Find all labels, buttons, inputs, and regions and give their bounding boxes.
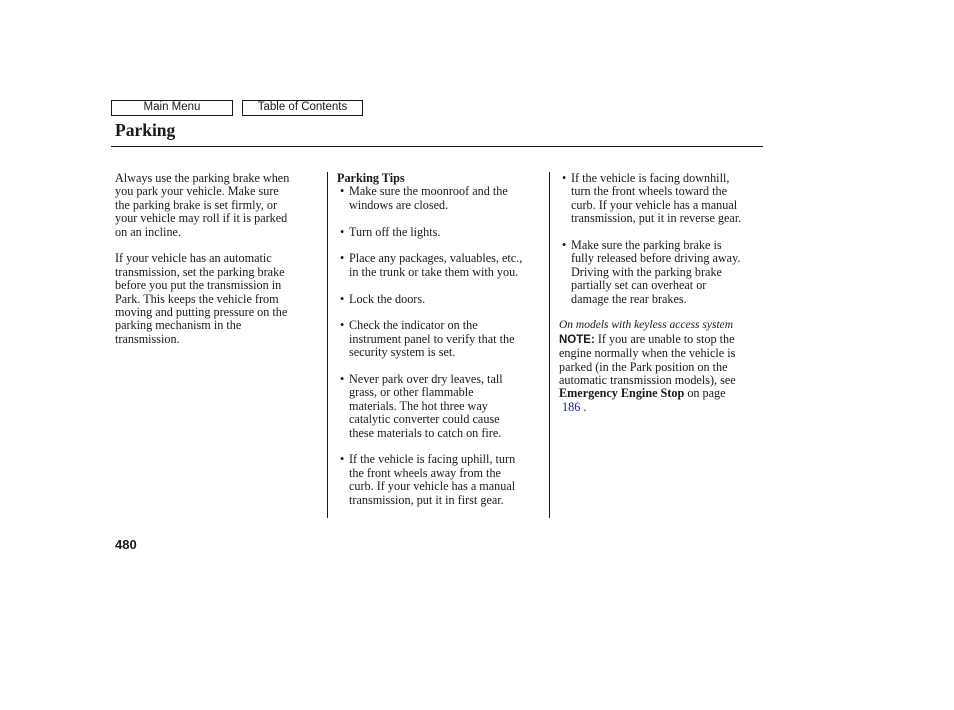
note-label: NOTE: xyxy=(559,333,595,346)
text-line: in the trunk or take them with you. xyxy=(349,264,519,279)
list-item xyxy=(337,373,545,440)
bullet-icon: • xyxy=(562,171,567,185)
bullet-icon: • xyxy=(340,184,345,199)
emergency-engine-stop-ref: Emergency Engine Stop xyxy=(559,386,685,401)
text-line: materials. The hot three way xyxy=(349,398,488,413)
text-line: on page xyxy=(687,386,726,401)
text-line: Park. This keeps the vehicle from xyxy=(115,291,279,306)
bullet-icon: • xyxy=(340,372,345,387)
list-item xyxy=(337,185,545,212)
bullet-icon: • xyxy=(340,224,345,239)
text-line: transmission, put it in reverse gear. xyxy=(571,211,742,226)
text-line: fully released before driving away. xyxy=(571,251,741,266)
keyless-models-note: On models with keyless access system xyxy=(559,319,734,332)
text-line: If the vehicle is facing downhill, xyxy=(571,171,730,185)
text-line: before you put the transmission in xyxy=(115,278,282,293)
text-line: partially set can overheat or xyxy=(571,278,707,293)
bullet-icon: • xyxy=(340,318,345,333)
text-line: Always use the parking brake when xyxy=(115,171,290,185)
column-divider-1 xyxy=(327,172,328,518)
column-3 xyxy=(559,172,769,414)
text-line: If the vehicle is facing uphill, turn xyxy=(349,452,516,467)
period: . xyxy=(583,399,587,414)
text-line: Turn off the lights. xyxy=(349,224,441,239)
text-line: Check the indicator on the xyxy=(349,318,478,333)
note-paragraph xyxy=(559,333,769,414)
text-line: instrument panel to verify that the xyxy=(349,331,515,346)
parking-tips-heading: Parking Tips xyxy=(337,171,405,185)
text-line: security system is set. xyxy=(349,345,456,360)
column-divider-2 xyxy=(549,172,550,518)
main-menu-button[interactable]: Main Menu xyxy=(111,100,233,116)
text-line: these materials to catch on fire. xyxy=(349,425,502,440)
text-line: the front wheels away from the xyxy=(349,465,501,480)
bullet-icon: • xyxy=(340,251,345,266)
text-line: parked (in the Park position on the xyxy=(559,359,728,374)
page-number: 480 xyxy=(115,537,137,552)
column-1 xyxy=(115,172,320,346)
text-line: If you are unable to stop the xyxy=(597,331,735,346)
text-line: Place any packages, valuables, etc., xyxy=(349,251,523,266)
text-line: on an incline. xyxy=(115,224,181,239)
list-item xyxy=(337,453,545,507)
text-line: you park your vehicle. Make sure xyxy=(115,184,279,199)
list-item xyxy=(559,172,769,226)
intro-paragraph xyxy=(115,172,320,239)
text-line: transmission. xyxy=(115,331,180,346)
text-line: damage the rear brakes. xyxy=(571,291,687,306)
text-line: turn the front wheels toward the xyxy=(571,184,728,199)
list-item xyxy=(337,252,545,279)
bullet-icon: • xyxy=(340,452,345,467)
bullet-icon: • xyxy=(340,291,345,306)
list-item xyxy=(337,319,545,359)
text-line: moving and putting pressure on the xyxy=(115,305,288,320)
text-line: transmission, put it in first gear. xyxy=(349,492,504,507)
text-line: grass, or other flammable xyxy=(349,385,474,400)
page-186-link[interactable]: 186 xyxy=(562,399,581,414)
automatic-transmission-paragraph xyxy=(115,252,320,346)
text-line: parking mechanism in the xyxy=(115,318,242,333)
list-item xyxy=(337,226,545,239)
text-line: If your vehicle has an automatic xyxy=(115,251,272,266)
page-title: Parking xyxy=(115,120,176,140)
list-item xyxy=(337,293,545,306)
text-line: curb. If your vehicle has a manual xyxy=(349,479,516,494)
text-line: Make sure the parking brake is xyxy=(571,238,722,253)
bullet-icon: • xyxy=(562,238,567,253)
text-line: engine normally when the vehicle is xyxy=(559,346,736,361)
text-line: automatic transmission models), see xyxy=(559,373,736,388)
text-line: Driving with the parking brake xyxy=(571,264,722,279)
text-line: the parking brake is set firmly, or xyxy=(115,197,278,212)
text-line: Lock the doors. xyxy=(349,291,426,306)
table-of-contents-button[interactable]: Table of Contents xyxy=(242,100,363,116)
title-divider xyxy=(111,146,763,147)
text-line: your vehicle may roll if it is parked xyxy=(115,211,288,226)
list-item xyxy=(559,239,769,306)
text-line: windows are closed. xyxy=(349,197,449,212)
text-line: catalytic converter could cause xyxy=(349,412,500,427)
text-line: Make sure the moonroof and the xyxy=(349,184,508,199)
text-line: curb. If your vehicle has a manual xyxy=(571,197,738,212)
text-line: transmission, set the parking brake xyxy=(115,264,285,279)
column-2 xyxy=(337,172,545,507)
text-line: Never park over dry leaves, tall xyxy=(349,372,503,387)
